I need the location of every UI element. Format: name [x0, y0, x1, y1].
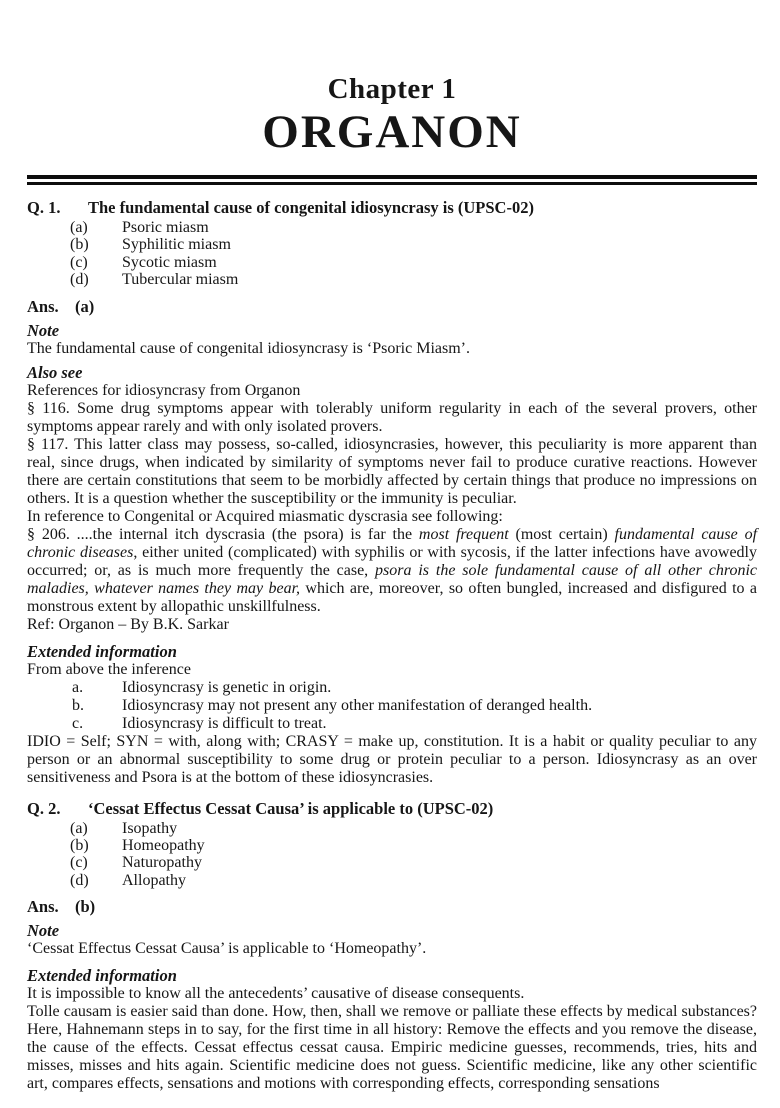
italic-phrase: most frequent	[418, 525, 509, 543]
paragraph: In reference to Congenital or Acquired miasmatic dyscrasia see following:	[27, 507, 503, 525]
note-text: The fundamental cause of congenital idiosyncrasy is ‘Psoric Miasm’.	[27, 339, 470, 357]
paragraph: IDIO = Self; SYN = with, along with; CRASY = make up, constitution. It is a habit or quality peculiar to any person or an abnormal susceptibility to some drug or protein peculiar to a person. Idiosyncrasy as an over sensitiveness and Psora is at the bottom of these idiosyncrasies.	[27, 732, 757, 786]
option-b	[70, 236, 757, 253]
option-a	[70, 820, 757, 837]
option-label: Allopathy	[122, 871, 186, 889]
paragraph: References for idiosyncrasy from Organon	[27, 381, 301, 399]
option-key: (c)	[70, 253, 88, 271]
option-label: Sycotic miasm	[122, 253, 217, 271]
question-heading	[27, 799, 757, 818]
option-key: (b)	[70, 236, 89, 254]
answer-row	[27, 297, 757, 316]
extended-info-heading: Extended information	[27, 966, 177, 986]
page-header	[27, 74, 757, 185]
list-key: a.	[72, 678, 84, 696]
inference-list	[27, 679, 757, 733]
option-key: (d)	[70, 271, 89, 289]
note-heading: Note	[27, 320, 60, 340]
option-key: (b)	[70, 837, 89, 855]
option-label: Psoric miasm	[122, 219, 209, 236]
list-key: c.	[72, 714, 84, 732]
text-segment: (most certain)	[508, 525, 615, 543]
question-heading	[27, 198, 757, 217]
answer-label: Ans.	[27, 296, 59, 316]
list-item-b	[72, 697, 757, 715]
option-label: Isopathy	[122, 819, 178, 837]
reference-line: Ref: Organon – By B.K. Sarkar	[27, 615, 229, 633]
question-number: Q. 1.	[27, 198, 61, 217]
option-a	[70, 219, 757, 236]
paragraph: It is impossible to know all the antecedents’ causative of disease consequents.	[27, 985, 525, 1003]
option-key: (a)	[70, 219, 88, 236]
option-d	[70, 872, 757, 889]
text-segment: § 206. ....the internal itch dyscrasia (the psora) is far the	[27, 525, 419, 543]
chapter-label: Chapter 1	[327, 73, 457, 105]
note-text: ‘Cessat Effectus Cessat Causa’ is applicable to ‘Homeopathy’.	[27, 940, 427, 958]
list-text: Idiosyncrasy may not present any other manifestation of deranged health.	[122, 696, 593, 714]
text-segment: which are, moreover, so often bungled, increased and disfigured to a monstrous extent by allopathic unskillfulness.	[27, 579, 757, 615]
option-label: Homeopathy	[122, 837, 205, 855]
list-key: b.	[72, 696, 84, 714]
also-see-heading: Also see	[27, 362, 83, 382]
option-d	[70, 271, 757, 288]
answer-label: Ans.	[27, 897, 59, 917]
option-b	[70, 837, 757, 854]
italic-phrase: fundamental cause of chronic diseases	[27, 525, 758, 561]
option-key: (a)	[70, 819, 88, 837]
option-label: Syphilitic miasm	[122, 236, 231, 254]
answer-row	[27, 897, 757, 916]
option-key: (c)	[70, 854, 88, 872]
paragraph-117: § 117. This latter class may possess, so-called, idiosyncrasies, however, this peculiarity is more apparent than real, since drugs, when indicated by similarity of symptoms never fail to produce curative reactions. However there are certain constitutions that seem to be morbidly affected by certain things that produce no impressions on others. It is a question whether the susceptibility or the immunity is peculiar.	[27, 435, 757, 507]
option-key: (d)	[70, 871, 89, 889]
question-text: ‘Cessat Effectus Cessat Causa’ is applicable to (UPSC-02)	[88, 798, 494, 818]
question-number: Q. 2.	[27, 798, 61, 818]
options-list	[27, 820, 757, 890]
header-divider	[27, 175, 757, 185]
paragraph: Tolle causam is easier said than done. How, then, shall we remove or palliate these effects by medical substances? Here, Hahnemann steps in to say, for the first time in all history: Remove the effects and you remove the disease, the cause of the effects. Cessat effectus cessat causa. Empiric medicine guesses, recommends, tries, hits and misses, misses and hits again. Scientific medicine does not guess. Scientific medicine, like any other scientific art, compares effects, sensations and motions with corresponding effects, corresponding sensations	[27, 1003, 757, 1093]
page-body	[27, 198, 757, 1093]
option-c	[70, 254, 757, 271]
answer-value: (a)	[75, 296, 95, 316]
chapter-title: ORGANON	[262, 106, 522, 158]
question-text: The fundamental cause of congenital idiosyncrasy is (UPSC-02)	[88, 198, 534, 217]
option-c	[70, 854, 757, 871]
paragraph-206	[27, 526, 757, 616]
question-1	[27, 198, 757, 787]
option-label: Naturopathy	[122, 854, 202, 872]
list-item-c	[72, 715, 757, 733]
list-item-a	[72, 679, 757, 697]
list-text: Idiosyncrasy is genetic in origin.	[122, 678, 332, 696]
note-heading: Note	[27, 921, 60, 941]
text-segment: , either united (complicated) with syphilis or with sycosis, if the latter infections have avowedly occurred; or, as is much more frequently the case,	[27, 543, 757, 579]
list-text: Idiosyncrasy is difficult to treat.	[122, 714, 327, 732]
option-label: Tubercular miasm	[122, 271, 239, 289]
paragraph: From above the inference	[27, 660, 191, 678]
extended-info-heading: Extended information	[27, 641, 177, 661]
options-list	[27, 219, 757, 289]
italic-phrase: psora is the sole fundamental cause of all other chronic maladies, whatever names they may bear,	[27, 561, 758, 597]
answer-value: (b)	[75, 897, 96, 917]
paragraph-116: § 116. Some drug symptoms appear with tolerably uniform regularity in each of the several provers, other symptoms appear rarely and with only isolated provers.	[27, 399, 757, 435]
question-2	[27, 799, 757, 1094]
